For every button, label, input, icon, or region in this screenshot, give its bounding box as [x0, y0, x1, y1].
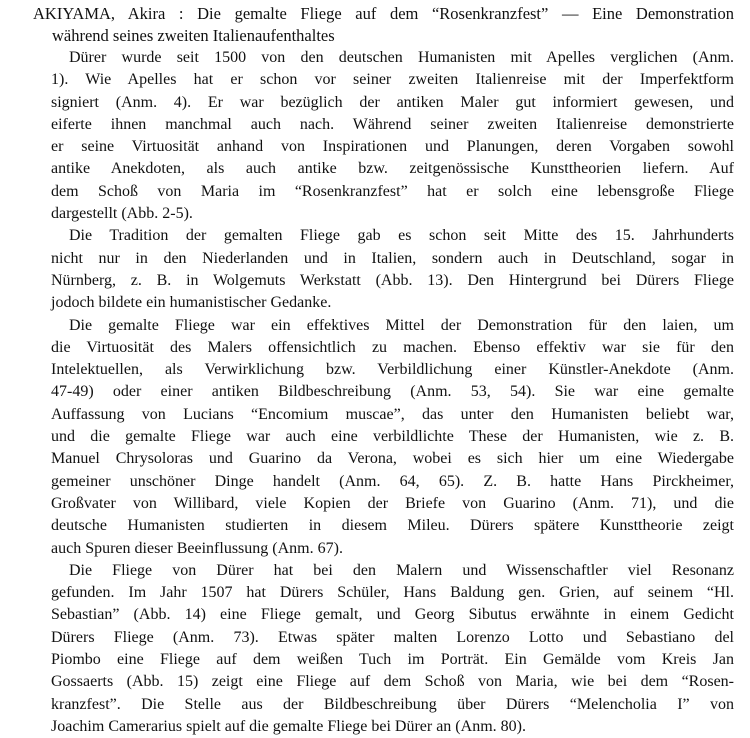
- text-line: kranzfest”. Die Stelle aus der Bildbeschreibung über Dürers “Melencholia I” von: [51, 695, 734, 713]
- paragraph-2: [33, 225, 734, 314]
- text-line: die Virtuosität des Malers offensichtlich zu machen. Ebenso effektiv war sie für den: [51, 338, 734, 356]
- text-line: gemeiner unschöner Dinge handelt (Anm. 64, 65). Z. B. hatte Hans Pirckheimer,: [51, 472, 734, 490]
- paragraph-1: [33, 47, 734, 225]
- text-line: 47-49) oder einer antiken Bildbeschreibung (Anm. 53, 54). Sie war eine gemalte: [51, 383, 734, 401]
- article-heading: [33, 3, 734, 47]
- text-line: Die Tradition der gemalten Fliege gab es schon seit Mitte des 15. Jahrhunderts: [69, 227, 734, 245]
- text-line: dem Schoß von Maria im “Rosenkranzfest” hat er solch eine lebensgroße Fliege: [51, 182, 734, 200]
- text-line: Auffassung von Lucians “Encomium muscae”, das unter den Humanisten beliebt war,: [51, 405, 734, 423]
- author-name: AKIYAMA, Akira :: [33, 4, 184, 23]
- text-line: Die gemalte Fliege war ein effektives Mittel der Demonstration für den laien, um: [69, 316, 734, 334]
- text-line: Nürnberg, z. B. in Wolgemuts Werkstatt (Abb. 13). Den Hintergrund bei Dürers Fliege: [51, 271, 734, 289]
- text-line: Manuel Chrysoloras und Guarino da Verona, wobei es sich hier um eine Wiedergabe: [51, 450, 734, 468]
- text-line: Dürers Fliege (Anm. 73). Etwas später malten Lorenzo Lotto und Sebastiano del: [51, 628, 734, 646]
- text-line: er seine Virtuosität anhand von Inspirationen und Planungen, deren Vorgaben sowohl: [51, 138, 734, 156]
- text-line: Joachim Camerarius spielt auf die gemalte Fliege bei Dürer an (Anm. 80).: [51, 717, 526, 735]
- heading-line-2: während seines zweiten Italienaufenthaltes: [52, 26, 335, 45]
- text-line: signiert (Anm. 4). Er war bezüglich der antiken Maler gut informiert gewesen, und: [51, 93, 734, 111]
- text-line: antike Anekdoten, als auch antike bzw. zeitgenössische Kunsttheorien liefern. Auf: [51, 160, 734, 178]
- text-line: Piombo eine Fliege auf dem weißen Tuch im Porträt. Ein Gemälde vom Kreis Jan: [51, 651, 734, 669]
- paragraph-3: [33, 315, 734, 560]
- text-line: Intelektuellen, als Verwirklichung bzw. Verbildlichung einer Künstler-Anekdote (Anm.: [51, 361, 734, 379]
- text-line: eiferte ihnen manchmal auch nach. Während seiner zweiten Italienreise demonstrierte: [51, 115, 734, 133]
- text-line: auch Spuren dieser Beeinflussung (Anm. 67).: [51, 539, 343, 557]
- heading-line-1: [33, 3, 734, 25]
- text-line: und die gemalte Fliege war auch eine verbildlichte These der Humanisten, wie z. B.: [51, 428, 734, 446]
- paragraph-4: [33, 560, 734, 738]
- text-line: Sebastian” (Abb. 14) eine Fliege gemalt, und Georg Sibutus erwähnte in einem Gedicht: [51, 606, 734, 624]
- text-line: Dürer wurde seit 1500 von den deutschen Humanisten mit Apelles verglichen (Anm.: [69, 49, 734, 66]
- article-title: Die gemalte Fliege auf dem “Rosenkranzfest” — Eine Demonstration: [197, 4, 734, 23]
- text-line: deutsche Humanisten studierten in diesem Mileu. Dürers spätere Kunsttheorie zeigt: [51, 517, 734, 535]
- text-line: 1). Wie Apelles hat er schon vor seiner zweiten Italienreise mit der Imperfektform: [51, 71, 734, 89]
- text-line: Großvater von Willibard, viele Kopien der Briefe von Guarino (Anm. 71), und die: [51, 494, 734, 512]
- text-line: jodoch bildete ein humanistischer Gedanke.: [51, 294, 332, 312]
- text-line: nicht nur in den Niederlanden und in Italien, sondern auch in Deutschland, sogar in: [51, 249, 734, 267]
- text-line: gefunden. Im Jahr 1507 hat Dürers Schüler, Hans Baldung gen. Grien, auf seinem “Hl.: [51, 584, 734, 602]
- text-line: dargestellt (Abb. 2-5).: [51, 205, 193, 223]
- text-line: Die Fliege von Dürer hat bei den Malern und Wissenschaftler viel Resonanz: [69, 561, 734, 579]
- text-line: Gossaerts (Abb. 15) zeigt eine Fliege auf dem Schoß von Maria, wie bei dem “Rosen-: [51, 673, 734, 691]
